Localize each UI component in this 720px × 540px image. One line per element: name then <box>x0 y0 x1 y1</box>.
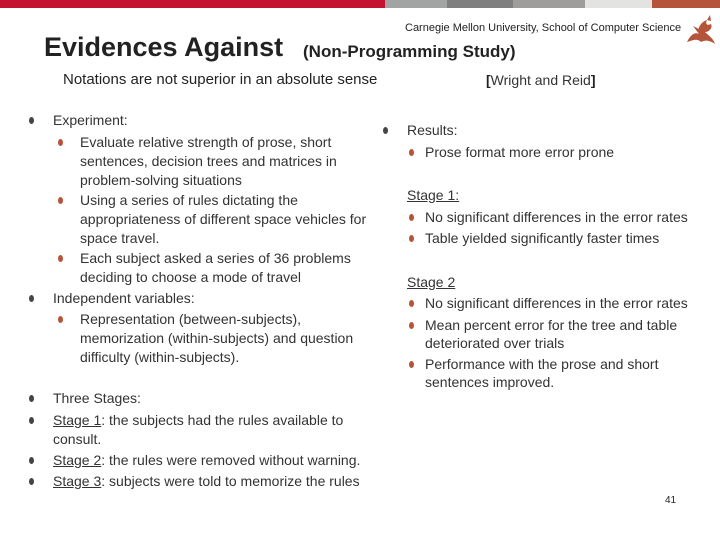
citation-open: [ <box>486 72 491 88</box>
list-item-line: space travel. <box>80 230 160 246</box>
sub-bullet-dot <box>58 316 63 323</box>
list-item-line: Using a series of rules dictating the <box>80 192 298 208</box>
sub-bullet-dot <box>409 300 414 307</box>
stage-item <box>53 411 343 449</box>
affiliation: Carnegie Mellon University, School of Computer Science <box>405 22 682 34</box>
stage2-heading: Stage 2 <box>407 274 456 290</box>
cmu-dragon-logo-icon <box>683 12 719 48</box>
sub-bullet-dot <box>409 361 414 368</box>
list-item <box>425 355 658 391</box>
independent-heading: Independent variables: <box>53 290 195 306</box>
list-item <box>425 316 677 352</box>
results-heading: Results: <box>407 122 458 138</box>
stage-label: Stage 1 <box>53 412 102 428</box>
stage1-heading: Stage 1: <box>407 187 460 203</box>
sub-bullet-dot <box>409 214 414 221</box>
citation <box>486 72 595 88</box>
color-segment <box>385 0 447 8</box>
citation-text: Wright and Reid <box>490 72 591 88</box>
color-segment <box>585 0 652 8</box>
stage-text: : subjects were told to memorize the rules <box>101 473 360 489</box>
list-item-line: Mean percent error for the tree and table <box>425 317 678 333</box>
experiment-heading: Experiment: <box>53 112 128 128</box>
list-item: No significant differences in the error rates <box>425 209 688 225</box>
notation-heading: Notations are not superior in an absolute sense <box>63 71 378 88</box>
stage-item <box>53 451 360 470</box>
list-item-line: deteriorated over trials <box>425 335 565 351</box>
page-title: Evidences Against <box>44 32 284 62</box>
color-segment <box>0 0 385 8</box>
list-item-line: Performance with the prose and short <box>425 356 659 372</box>
bullet-dot <box>29 457 34 464</box>
bullet-dot <box>29 117 34 124</box>
list-item <box>80 133 337 190</box>
list-item-line: appropriateness of different space vehicles for <box>80 211 367 227</box>
header-color-bar <box>0 0 720 8</box>
sub-bullet-dot <box>409 149 414 156</box>
list-item <box>80 191 366 248</box>
sub-bullet-dot <box>409 322 414 329</box>
list-item-line: Each subject asked a series of 36 problems <box>80 250 351 266</box>
list-item-line: sentences improved. <box>425 374 555 390</box>
list-item-line: Representation (between-subjects), <box>80 311 302 327</box>
sub-bullet-dot <box>58 139 63 146</box>
list-item <box>80 249 351 287</box>
sub-bullet-dot <box>409 235 414 242</box>
stage-label: Stage 2 <box>53 452 102 468</box>
stage-text-cont: consult. <box>53 431 102 447</box>
stage-label: Stage 3 <box>53 473 102 489</box>
list-item-line: memorization (within-subjects) and question <box>80 330 354 346</box>
bullet-dot <box>29 478 34 485</box>
list-item-line: sentences, decision trees and matrices in <box>80 153 337 169</box>
sub-bullet-dot <box>58 197 63 204</box>
list-item-line: deciding to choose a mode of travel <box>80 269 302 285</box>
stage-item <box>53 472 360 491</box>
three-stages-heading: Three Stages: <box>53 390 141 406</box>
stage-text: : the subjects had the rules available to <box>101 412 344 428</box>
list-item-line: No significant differences in the error rates <box>425 295 688 311</box>
color-segment <box>513 0 585 8</box>
list-item <box>425 294 688 313</box>
bullet-dot <box>29 417 34 424</box>
color-segment <box>652 0 720 8</box>
list-item-line: difficulty (within-subjects). <box>80 349 240 365</box>
bullet-dot <box>383 127 388 134</box>
citation-close: ] <box>590 72 596 88</box>
color-segment <box>447 0 513 8</box>
bullet-dot <box>29 395 34 402</box>
stage-text: : the rules were removed without warning. <box>101 452 361 468</box>
page-number: 41 <box>665 495 677 506</box>
list-item-line: Evaluate relative strength of prose, short <box>80 134 332 150</box>
page-subtitle: (Non-Programming Study) <box>303 42 516 61</box>
list-item-line: problem-solving situations <box>80 172 242 188</box>
list-item <box>80 310 353 367</box>
sub-bullet-dot <box>58 255 63 262</box>
list-item: Table yielded significantly faster times <box>425 230 660 246</box>
list-item: Prose format more error prone <box>425 144 615 160</box>
bullet-dot <box>29 295 34 302</box>
